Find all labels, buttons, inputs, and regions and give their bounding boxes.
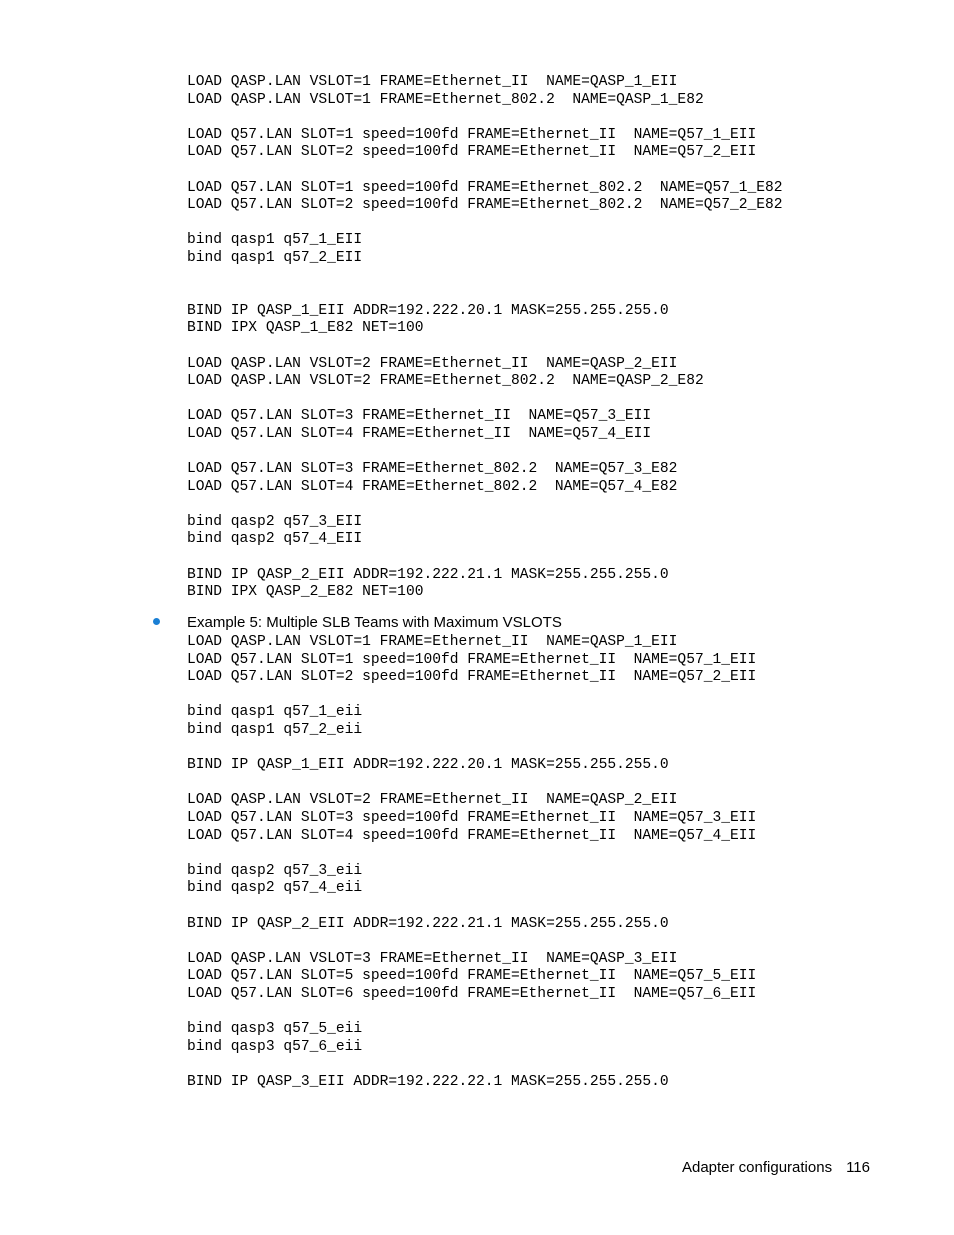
bullet-dot-icon (153, 618, 160, 625)
footer-section-title: Adapter configurations (681, 1159, 833, 1176)
code-block-netware-config-2: LOAD QASP.LAN VSLOT=1 FRAME=Ethernet_II NAME=QASP_1_EII LOAD Q57.LAN SLOT=1 speed=100fd FRAME=Ethernet_II NAME=Q57_1_EII LOAD Q57.LAN SLOT=2 speed=100fd FRAME=Ethernet_II NAME=Q57_2_EII bind qasp1 q57_1_eii bind qasp1 q57_2_eii BIND IP QASP_1_EII ADDR=192.222.20.1 MASK=255.255.255.0 LOAD QASP.LAN VSLOT=2 FRAME=Ethernet_II NAME=QASP_2_EII LOAD Q57.LAN SLOT=3 speed=100fd FRAME=Ethernet_II NAME=Q57_3_EII LOAD Q57.LAN SLOT=4 speed=100fd FRAME=Ethernet_II NAME=Q57_4_EII bind qasp2 q57_3_eii bind qasp2 q57_4_eii BIND IP QASP_2_EII ADDR=192.222.21.1 MASK=255.255.255.0 LOAD QASP.LAN VSLOT=3 FRAME=Ethernet_II NAME=QASP_3_EII LOAD Q57.LAN SLOT=5 speed=100fd FRAME=Ethernet_II NAME=Q57_5_EII LOAD Q57.LAN SLOT=6 speed=100fd FRAME=Ethernet_II NAME=Q57_6_EII bind qasp3 q57_5_eii bind qasp3 q57_6_eii BIND IP QASP_3_EII ADDR=192.222.22.1 MASK=255.255.255.0 (187, 634, 757, 1090)
page-footer (682, 1158, 870, 1178)
footer-page-number: 116 (846, 1159, 870, 1176)
code-block-netware-config-1: LOAD QASP.LAN VSLOT=1 FRAME=Ethernet_II NAME=QASP_1_EII LOAD QASP.LAN VSLOT=1 FRAME=Ethernet_802.2 NAME=QASP_1_E82 LOAD Q57.LAN SLOT=1 speed=100fd FRAME=Ethernet_II NAME=Q57_1_EII LOAD Q57.LAN SLOT=2 speed=100fd FRAME=Ethernet_II NAME=Q57_2_EII LOAD Q57.LAN SLOT=1 speed=100fd FRAME=Ethernet_802.2 NAME=Q57_1_E82 LOAD Q57.LAN SLOT=2 speed=100fd FRAME=Ethernet_802.2 NAME=Q57_2_E82 bind qasp1 q57_1_EII bind qasp1 q57_2_EII BIND IP QASP_1_EII ADDR=192.222.20.1 MASK=255.255.255.0 BIND IPX QASP_1_E82 NET=100 LOAD QASP.LAN VSLOT=2 FRAME=Ethernet_II NAME=QASP_2_EII LOAD QASP.LAN VSLOT=2 FRAME=Ethernet_802.2 NAME=QASP_2_E82 LOAD Q57.LAN SLOT=3 FRAME=Ethernet_II NAME=Q57_3_EII LOAD Q57.LAN SLOT=4 FRAME=Ethernet_II NAME=Q57_4_EII LOAD Q57.LAN SLOT=3 FRAME=Ethernet_802.2 NAME=Q57_3_E82 LOAD Q57.LAN SLOT=4 FRAME=Ethernet_802.2 NAME=Q57_4_E82 bind qasp2 q57_3_EII bind qasp2 q57_4_EII BIND IP QASP_2_EII ADDR=192.222.21.1 MASK=255.255.255.0 BIND IPX QASP_2_E82 NET=100 (187, 74, 783, 601)
bullet-item-text: Example 5: Multiple SLB Teams with Maximum VSLOTS (187, 614, 562, 631)
